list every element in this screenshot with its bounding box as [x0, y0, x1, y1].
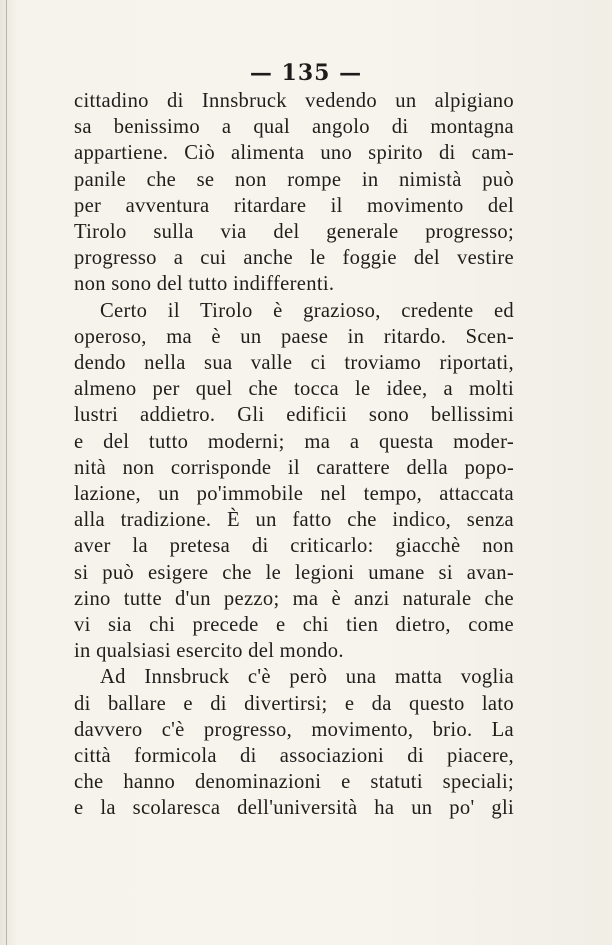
text-line: Tirolo sulla via del generale progresso; — [74, 221, 514, 244]
paragraph-3 — [74, 664, 514, 821]
text-line: zino tutte d'un pezzo; ma è anzi naturale che — [74, 587, 514, 610]
text-line: e la scolaresca dell'università ha un po' gli — [74, 797, 514, 820]
text-line: per avventura ritardare il movimento del — [74, 194, 514, 217]
text-line: appartiene. Ciò alimenta uno spirito di cam- — [74, 142, 514, 165]
paragraph-1 — [74, 88, 514, 298]
text-line: almeno per quel che tocca le idee, a molti — [74, 378, 514, 401]
text-line: Ad Innsbruck c'è però una matta voglia — [100, 666, 514, 689]
text-line: e del tutto moderni; ma a questa moder- — [74, 430, 514, 453]
text-line: che hanno denominazioni e statuti speciali; — [74, 771, 514, 794]
text-line: si può esigere che le legioni umane si avan- — [74, 561, 514, 584]
text-line: Certo il Tirolo è grazioso, credente ed — [100, 299, 514, 322]
text-line: lustri addietro. Gli edificii sono bellissimi — [74, 404, 514, 427]
text-line: lazione, un po'immobile nel tempo, attaccata — [74, 483, 514, 506]
text-line: di ballare e di divertirsi; e da questo lato — [74, 692, 514, 715]
text-line: vi sia chi precede e chi tien dietro, come — [74, 614, 514, 637]
text-line: aver la pretesa di criticarlo: giacchè non — [74, 535, 514, 558]
text-line: non sono del tutto indifferenti. — [74, 273, 335, 296]
page-number: — 135 — — [249, 60, 363, 86]
body-text — [74, 88, 514, 822]
text-line: alla tradizione. È un fatto che indico, senza — [74, 509, 514, 532]
gutter-line — [6, 0, 7, 945]
text-line: dendo nella sua valle ci troviamo riportati, — [74, 352, 514, 375]
paragraph-2 — [74, 298, 514, 665]
text-line: città formicola di associazioni di piacere, — [74, 745, 514, 768]
text-line: cittadino di Innsbruck vedendo un alpigiano — [74, 90, 514, 112]
text-line: panile che se non rompe in nimistà può — [74, 168, 514, 191]
text-line: in qualsiasi esercito del mondo. — [74, 640, 344, 663]
text-line: progresso a cui anche le foggie del vestire — [74, 247, 514, 270]
text-line: sa benissimo a qual angolo di montagna — [74, 116, 514, 139]
text-line: nità non corrisponde il carattere della popo- — [74, 456, 514, 479]
text-line: davvero c'è progresso, movimento, brio. La — [74, 718, 514, 741]
text-line: operoso, ma è un paese in ritardo. Scen- — [74, 325, 514, 348]
